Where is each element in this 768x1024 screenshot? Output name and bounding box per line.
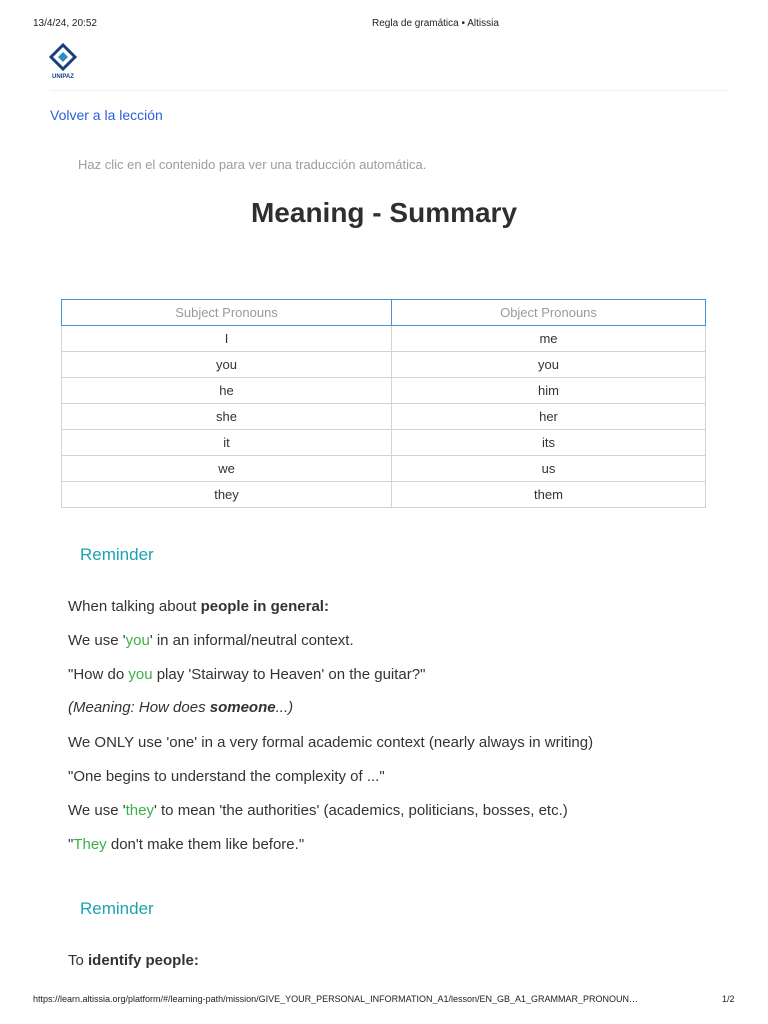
print-page-number: 1/2 bbox=[722, 994, 735, 1004]
table-row bbox=[62, 352, 706, 378]
bold-phrase: people in general: bbox=[200, 598, 329, 615]
text-segment: When talking about bbox=[68, 598, 201, 615]
table-row bbox=[62, 404, 706, 430]
object-pronoun-cell: me bbox=[392, 326, 706, 352]
bold-phrase: identify people: bbox=[88, 952, 199, 969]
text-segment: ' to mean 'the authorities' (academics, politicians, bosses, etc.) bbox=[153, 802, 568, 819]
reminder-line bbox=[68, 801, 568, 821]
subject-pronoun-cell: they bbox=[62, 482, 392, 508]
highlighted-word: they bbox=[125, 802, 154, 819]
reminder-line bbox=[68, 597, 329, 617]
text-segment: We use ' bbox=[68, 632, 126, 649]
example-line bbox=[68, 767, 385, 787]
highlighted-word: you bbox=[125, 632, 150, 649]
table-row bbox=[62, 482, 706, 508]
object-pronoun-cell: you bbox=[392, 352, 706, 378]
pronouns-table bbox=[61, 299, 706, 508]
column-header-subject: Subject Pronouns bbox=[62, 300, 392, 326]
subject-pronoun-cell: you bbox=[62, 352, 392, 378]
subject-pronoun-cell: we bbox=[62, 456, 392, 482]
object-pronoun-cell: its bbox=[392, 430, 706, 456]
object-pronoun-cell: them bbox=[392, 482, 706, 508]
example-line bbox=[68, 665, 425, 685]
text-segment: To bbox=[68, 952, 89, 969]
highlighted-word: They bbox=[73, 836, 107, 853]
print-url: https://learn.altissia.org/platform/#/learning-path/mission/GIVE_YOUR_PERSONAL_INFORMATION_A1/lesson/EN_GB_A1_GRAMMAR_PRONOUN… bbox=[33, 994, 639, 1004]
column-header-object: Object Pronouns bbox=[392, 300, 706, 326]
reminder-line bbox=[68, 951, 199, 971]
example-line bbox=[68, 835, 304, 855]
bold-phrase: someone bbox=[209, 699, 276, 716]
unipaz-logo bbox=[47, 43, 79, 81]
text-segment: don't make them like before." bbox=[106, 836, 305, 853]
object-pronoun-cell: us bbox=[392, 456, 706, 482]
header-divider bbox=[50, 90, 728, 91]
reminder-heading: Reminder bbox=[80, 545, 154, 564]
text-segment: (Meaning: How does bbox=[68, 699, 210, 716]
subject-pronoun-cell: she bbox=[62, 404, 392, 430]
highlighted-word: you bbox=[128, 666, 153, 683]
text-segment: We ONLY use 'one' in a very formal academic context (nearly always in writing) bbox=[68, 734, 594, 751]
subject-pronoun-cell: he bbox=[62, 378, 392, 404]
text-segment: " bbox=[68, 836, 74, 853]
object-pronoun-cell: her bbox=[392, 404, 706, 430]
subject-pronoun-cell: I bbox=[62, 326, 392, 352]
text-segment: ' in an informal/neutral context. bbox=[149, 632, 354, 649]
print-document-title: Regla de gramática • Altissia bbox=[372, 18, 499, 29]
text-segment: We use ' bbox=[68, 802, 126, 819]
text-segment: ...) bbox=[275, 699, 294, 716]
text-segment: "One begins to understand the complexity of ..." bbox=[68, 768, 385, 785]
reminder-line bbox=[68, 631, 354, 651]
text-segment: play 'Stairway to Heaven' on the guitar?" bbox=[152, 666, 426, 683]
print-datetime: 13/4/24, 20:52 bbox=[33, 18, 97, 29]
meaning-note bbox=[68, 698, 293, 718]
translation-hint: Haz clic en el contenido para ver una traducción automática. bbox=[78, 157, 427, 172]
table-row bbox=[62, 326, 706, 352]
logo-text: UNIPAZ bbox=[52, 74, 74, 80]
object-pronoun-cell: him bbox=[392, 378, 706, 404]
table-row bbox=[62, 378, 706, 404]
reminder-line bbox=[68, 733, 593, 753]
reminder-heading: Reminder bbox=[80, 899, 154, 918]
back-to-lesson-link[interactable]: Volver a la lección bbox=[50, 107, 163, 123]
page-title: Meaning - Summary bbox=[250, 197, 518, 228]
subject-pronoun-cell: it bbox=[62, 430, 392, 456]
table-row bbox=[62, 430, 706, 456]
table-header-row bbox=[62, 300, 706, 326]
table-row bbox=[62, 456, 706, 482]
text-segment: "How do bbox=[68, 666, 129, 683]
